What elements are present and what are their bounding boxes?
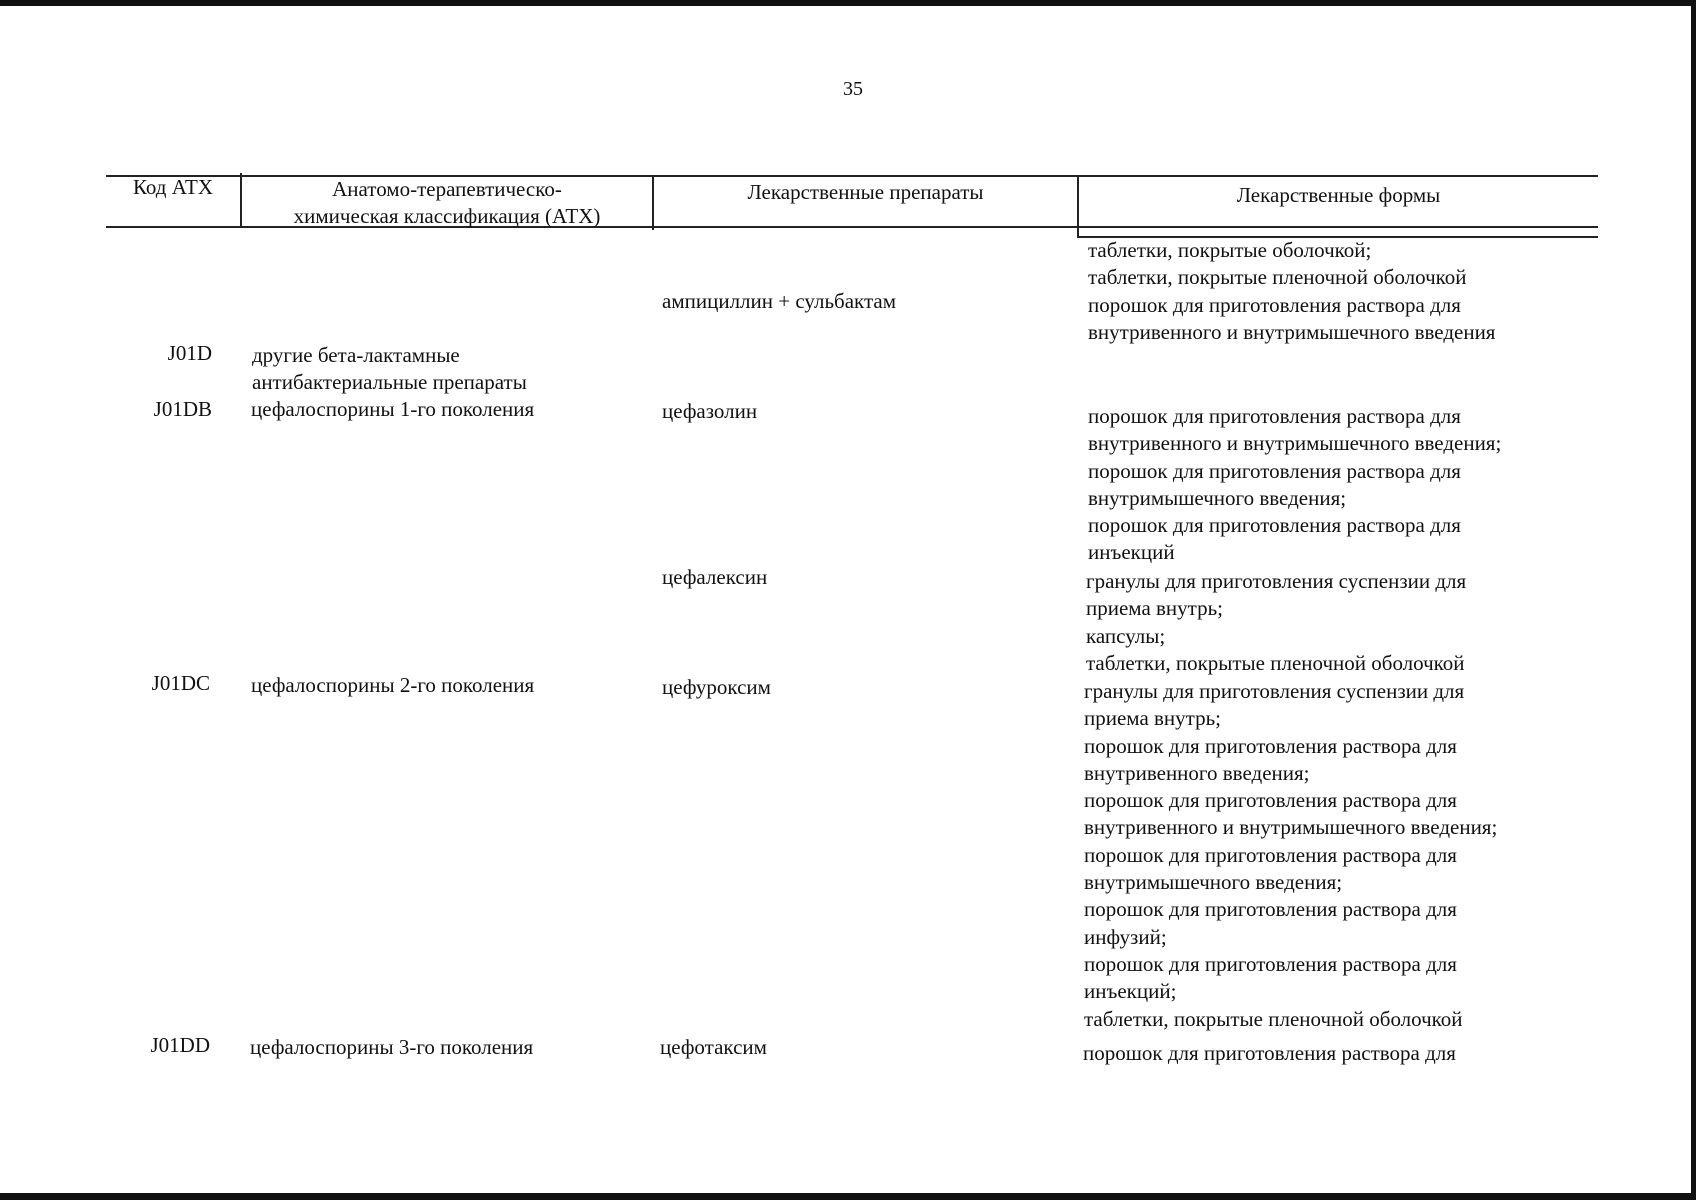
code-j01dc: J01DC — [151, 671, 210, 695]
forms-cefalexin: гранулы для приготовления суспензии для приема внутрь; капсулы; таблетки, покрытые пленочной оболочкой — [1086, 569, 1467, 675]
code-j01db: J01DB — [153, 397, 212, 421]
header-forms: Лекарственные формы — [1236, 183, 1441, 207]
class-j01dd: цефалоспорины 3-го поколения — [250, 1035, 534, 1059]
drug-cefuroxime: цефуроксим — [662, 675, 771, 699]
scan-border-bottom — [0, 1193, 1696, 1200]
code-j01d: J01D — [167, 341, 212, 365]
forms-cefuroxime: гранулы для приготовления суспензии для приема внутрь; порошок для приготовления раствора для внутривенного введения; порошок для приготовления раствора для внутривенного и внутримышечного введения; порошок для приготовления раствора для внутримышечного введения; порошок для приготовления раствора для инфузий; порошок для приготовления раствора для инъекций; таблетки, покрытые пленочной оболочкой — [1084, 679, 1498, 1031]
drug-cefotaxime: цефотаксим — [660, 1035, 767, 1059]
forms-cefotaxime: порошок для приготовления раствора для — [1083, 1041, 1456, 1065]
page-number: 35 — [843, 78, 863, 100]
drug-cefazolin: цефазолин — [662, 399, 758, 423]
forms-cefazolin: порошок для приготовления раствора для внутривенного и внутримышечного введения; порошок для приготовления раствора для внутримышечного введения; порошок для приготовления раствора для инъекций — [1088, 404, 1502, 565]
scan-border-top — [0, 0, 1696, 6]
class-j01d: другие бета-лактамные антибактериальные препараты — [252, 343, 527, 394]
scan-border-right — [1691, 0, 1696, 1200]
forms-ampicillin-sulbactam: порошок для приготовления раствора для внутривенного и внутримышечного введения — [1088, 293, 1496, 345]
drug-cefalexin: цефалексин — [662, 565, 768, 589]
class-j01dc: цефалоспорины 2-го поколения — [251, 673, 535, 697]
class-j01db: цефалоспорины 1-го поколения — [251, 397, 535, 421]
code-j01dd: J01DD — [150, 1033, 210, 1057]
header-code: Код АТХ — [132, 175, 214, 199]
header-classification: Анатомо-терапевтическо- химическая классификация (АТХ) — [293, 177, 601, 228]
header-drugs: Лекарственные препараты — [747, 180, 984, 204]
drug-ampicillin-sulbactam: ампициллин + сульбактам — [662, 289, 896, 313]
forms-continued: таблетки, покрытые оболочкой; таблетки, покрытые пленочной оболочкой — [1088, 238, 1467, 290]
